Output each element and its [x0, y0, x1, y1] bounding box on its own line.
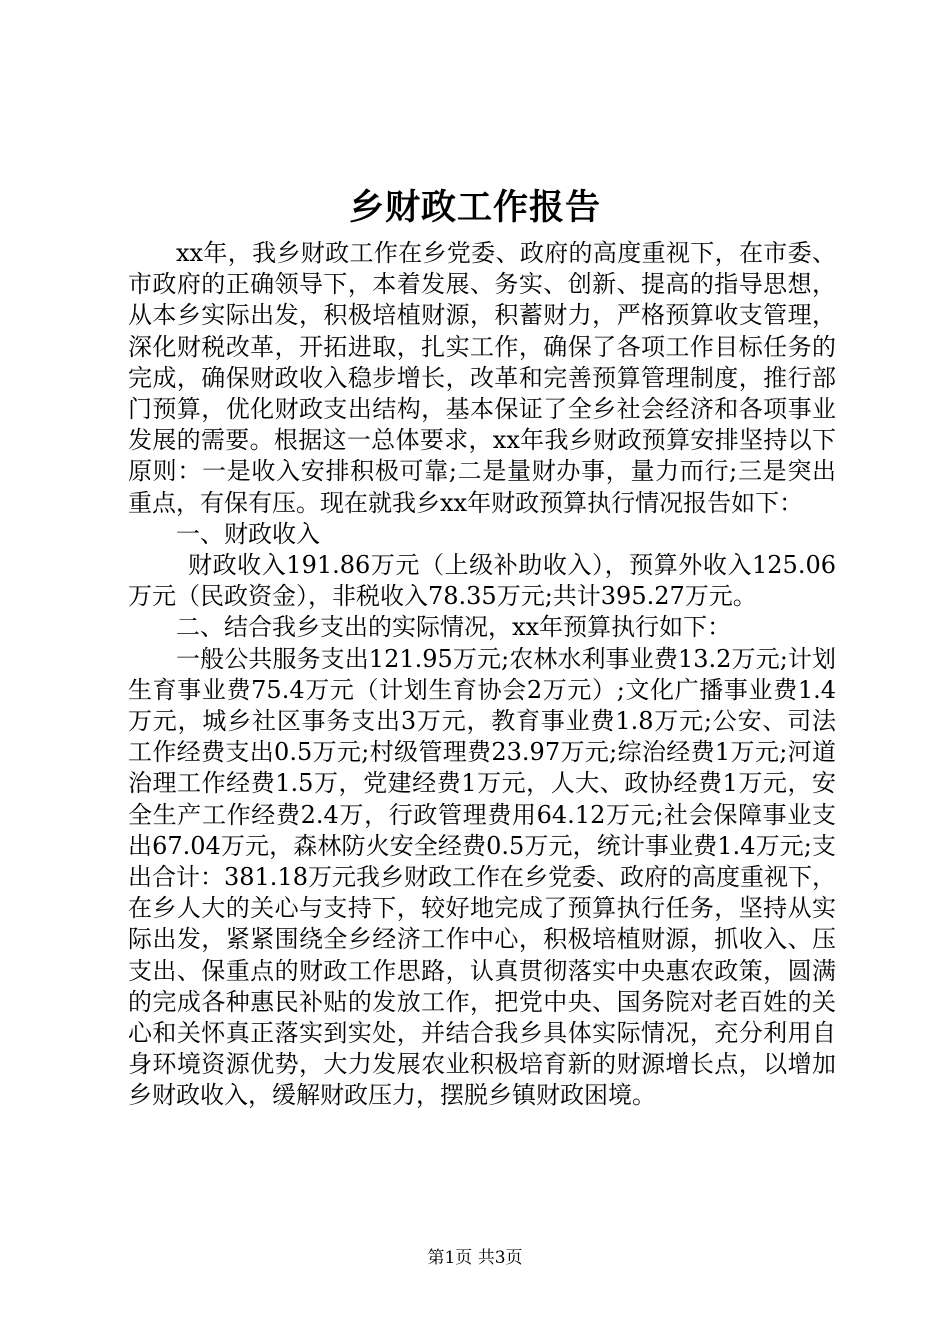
section-heading-expenditure: 二、结合我乡支出的实际情况，xx年预算执行如下：	[176, 613, 732, 642]
revenue-paragraph: 财政收入191.86万元（上级补助收入），预算外收入125.06万元（民政资金），非税收入78.35万元;共计395.27万元。	[128, 551, 836, 611]
document-body	[128, 238, 836, 1112]
intro-paragraph: xx年，我乡财政工作在乡党委、政府的高度重视下，在市委、市政府的正确领导下，本着发展、务实、创新、提高的指导思想，从本乡实际出发，积极培植财源，积蓄财力，严格预算收支管理，深化财税改革，开拓进取，扎实工作，确保了各项工作目标任务的完成，确保财政收入稳步增长，改革和完善预算管理制度，推行部门预算，优化财政支出结构，基本保证了全乡社会经济和各项事业发展的需要。根据这一总体要求，xx年我乡财政预算安排坚持以下原则：一是收入安排积极可靠;二是量财办事，量力而行;三是突出重点，有保有压。现在就我乡xx年财政预算执行情况报告如下：	[128, 239, 836, 517]
page-indicator: 第1页 共3页	[427, 1248, 523, 1268]
section-heading-revenue: 一、财政收入	[176, 519, 320, 548]
expenditure-paragraph: 一般公共服务支出121.95万元;农林水利事业费13.2万元;计划生育事业费75.4万元（计划生育协会2万元）;文化广播事业费1.4万元，城乡社区事务支出3万元，教育事业费1.8万元;公安、司法工作经费支出0.5万元;村级管理费23.97万元;综治经费1万元;河道治理工作经费1.5万，党建经费1万元，人大、政协经费1万元，安全生产工作经费2.4万，行政管理费用64.12万元;社会保障事业支出67.04万元，森林防火安全经费0.5万元，统计事业费1.4万元;支出合计：381.18万元我乡财政工作在乡党委、政府的高度重视下，在乡人大的关心与支持下，较好地完成了预算执行任务，坚持从实际出发，紧紧围绕全乡经济工作中心，积极培植财源，抓收入、压支出、保重点的财政工作思路，认真贯彻落实中央惠农政策，圆满的完成各种惠民补贴的发放工作，把党中央、国务院对老百姓的关心和关怀真正落实到实处，并结合我乡具体实际情况，充分利用自身环境资源优势，大力发展农业积极培育新的财源增长点，以增加乡财政收入，缓解财政压力，摆脱乡镇财政困境。	[128, 644, 836, 1110]
document-title: 乡财政工作报告	[348, 187, 601, 228]
